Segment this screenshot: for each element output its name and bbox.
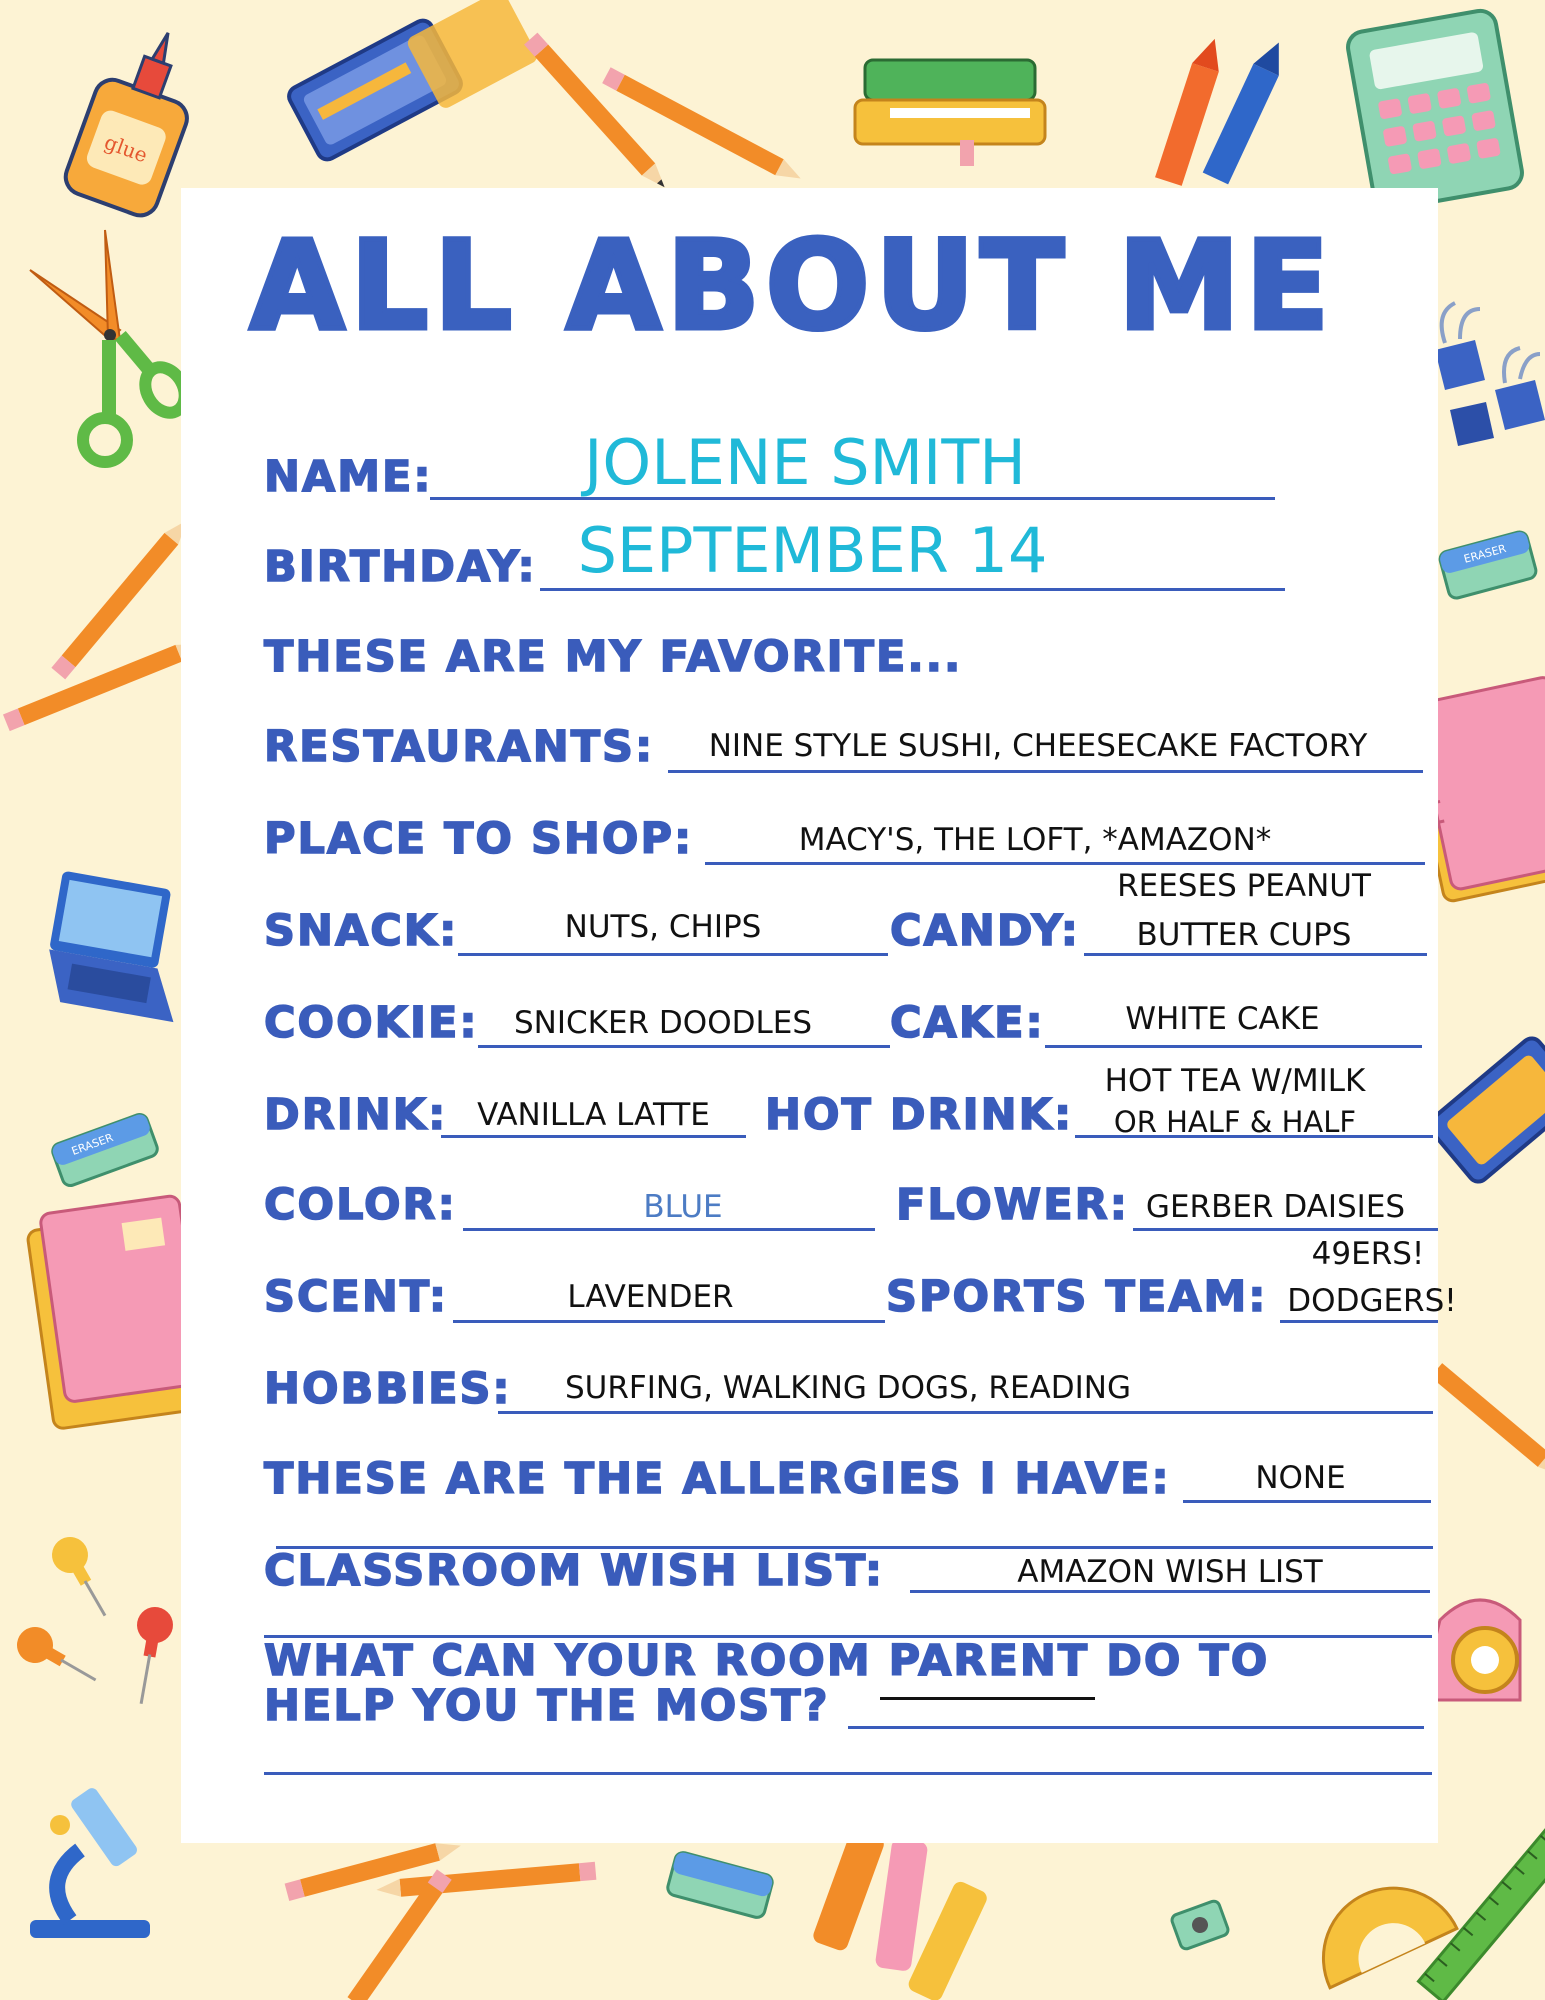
candy-label: CANDY: xyxy=(890,906,1080,956)
color-value[interactable]: BLUE xyxy=(643,1189,723,1225)
favorites-heading: THESE ARE MY FAVORITE... xyxy=(264,632,963,682)
cake-value[interactable]: WHITE CAKE xyxy=(1125,1001,1320,1037)
hobbies-label: HOBBIES: xyxy=(264,1364,512,1414)
pencil-icon xyxy=(3,636,204,731)
flower-value[interactable]: GERBER DAISIES xyxy=(1145,1189,1406,1225)
candy-value-line1[interactable]: REESES PEANUT xyxy=(1117,868,1371,904)
candy-value-line2[interactable]: BUTTER CUPS xyxy=(1136,917,1352,953)
wish-list-value[interactable]: AMAZON WISH LIST xyxy=(1017,1554,1323,1590)
cake-label: CAKE: xyxy=(890,998,1045,1048)
color-line xyxy=(463,1228,875,1231)
eraser-icon xyxy=(1438,530,1537,600)
scent-line xyxy=(453,1320,885,1323)
pencil-case-icon xyxy=(286,0,540,172)
cake-line xyxy=(1045,1045,1422,1048)
highlighters-icon xyxy=(811,1827,989,2000)
flower-label: FLOWER: xyxy=(896,1180,1129,1230)
snack-label: SNACK: xyxy=(264,906,459,956)
pencil-icon xyxy=(1431,1363,1545,1482)
hobbies-value[interactable]: SURFING, WALKING DOGS, READING xyxy=(564,1370,1131,1406)
name-label: NAME: xyxy=(264,452,433,502)
microscope-icon xyxy=(30,1786,150,1938)
allergies-value[interactable]: NONE xyxy=(1255,1460,1346,1496)
birthday-line xyxy=(540,588,1285,591)
sports-team-line xyxy=(1280,1320,1438,1323)
svg-text:ERASER: ERASER xyxy=(69,1130,115,1158)
books-icon xyxy=(855,60,1045,166)
cookie-label: COOKIE: xyxy=(264,998,479,1048)
place-to-shop-value[interactable]: MACY'S, THE LOFT, *AMAZON* xyxy=(798,822,1272,858)
candy-line xyxy=(1084,953,1427,956)
crayons-icon xyxy=(1155,35,1291,186)
sharpener-icon xyxy=(1170,1900,1229,1951)
restaurants-label: RESTAURANTS: xyxy=(264,722,655,772)
eraser-icon xyxy=(666,1851,774,1919)
hot-drink-value-line2[interactable]: OR HALF & HALF xyxy=(1113,1105,1357,1139)
room-parent-label-line2: HELP YOU THE MOST? xyxy=(264,1681,830,1731)
svg-text:glue: glue xyxy=(101,129,151,168)
cookie-line xyxy=(478,1045,890,1048)
snack-line xyxy=(458,953,888,956)
allergies-label: THESE ARE THE ALLERGIES I HAVE: xyxy=(264,1454,1171,1504)
restaurants-line xyxy=(668,770,1423,773)
drink-label: DRINK: xyxy=(264,1090,448,1140)
page-title: ALL ABOUT ME xyxy=(250,215,1335,357)
hobbies-line xyxy=(498,1411,1433,1414)
sports-team-value-line1[interactable]: 49ERS! xyxy=(1311,1236,1425,1272)
birthday-label: BIRTHDAY: xyxy=(264,542,537,592)
wish-list-label: CLASSROOM WISH LIST: xyxy=(264,1546,885,1596)
scissors-icon xyxy=(30,230,193,462)
birthday-value[interactable]: SEPTEMBER 14 xyxy=(577,514,1048,587)
svg-text:ERASER: ERASER xyxy=(1462,542,1508,566)
laptop-icon xyxy=(40,871,196,1022)
sports-team-label: SPORTS TEAM: xyxy=(886,1272,1268,1322)
place-to-shop-label: PLACE TO SHOP: xyxy=(264,814,694,864)
hot-drink-value-line1[interactable]: HOT TEA W/MILK xyxy=(1104,1063,1366,1099)
pencil-case-icon xyxy=(1426,1034,1545,1185)
scent-label: SCENT: xyxy=(264,1272,449,1322)
scent-value[interactable]: LAVENDER xyxy=(567,1279,734,1315)
calculator-icon xyxy=(1346,8,1525,211)
restaurants-value[interactable]: NINE STYLE SUSHI, CHEESECAKE FACTORY xyxy=(708,728,1368,764)
eraser-icon xyxy=(50,1112,159,1188)
room-parent-label-line1: WHAT CAN YOUR ROOM PARENT DO TO xyxy=(264,1636,1270,1686)
pencil-icon xyxy=(524,33,671,194)
wish-list-line xyxy=(910,1590,1430,1593)
name-value[interactable]: JOLENE SMITH xyxy=(584,426,1026,499)
allergies-line xyxy=(1183,1500,1431,1503)
pencil-icon xyxy=(602,67,805,186)
room-parent-line-2[interactable] xyxy=(264,1772,1432,1775)
room-parent-short-line xyxy=(880,1697,1095,1700)
snack-value[interactable]: NUTS, CHIPS xyxy=(564,909,762,945)
flower-line xyxy=(1133,1228,1438,1231)
drink-line xyxy=(441,1135,746,1138)
drink-value[interactable]: VANILLA LATTE xyxy=(477,1097,710,1133)
push-pins-icon xyxy=(10,1530,175,1706)
cookie-value[interactable]: SNICKER DOODLES xyxy=(513,1005,813,1041)
binder-clips-icon xyxy=(1435,303,1545,446)
sports-team-value-line2[interactable]: DODGERS! xyxy=(1287,1283,1457,1319)
color-label: COLOR: xyxy=(264,1180,457,1230)
place-to-shop-line xyxy=(705,862,1425,865)
room-parent-line[interactable] xyxy=(848,1726,1424,1729)
hot-drink-label: HOT DRINK: xyxy=(765,1090,1074,1140)
